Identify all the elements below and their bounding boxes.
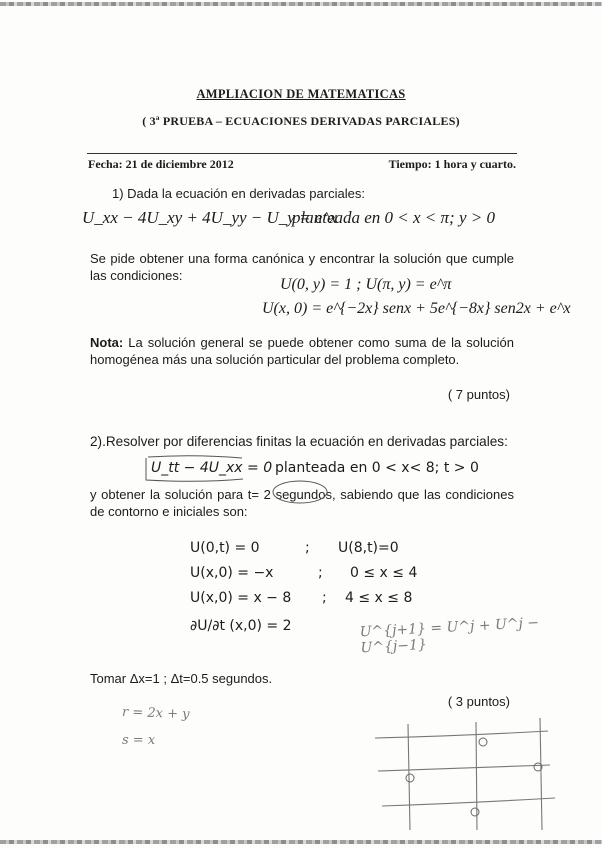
problem2-intro: 2).Resolver por diferencias finitas la ecuación en derivadas parciales:: [90, 434, 508, 449]
problem2-condition-1-left: U(0,t) = 0: [190, 540, 260, 556]
problem2-condition-4: ∂U/∂t (x,0) = 2: [190, 618, 292, 634]
problem1-domain: planteada en 0 < x < π; y > 0: [292, 208, 495, 227]
handwritten-r-definition: r = 2x + y: [121, 704, 190, 723]
handwritten-scheme: U^{j+1} = U^j + U^j − U^{j−1}: [359, 614, 540, 657]
equation-underline: [146, 456, 243, 482]
problem2-points: ( 3 puntos): [447, 694, 510, 709]
problem1-intro: 1) Dada la ecuación en derivadas parciales:: [112, 186, 365, 201]
note-text: La solución general se puede obtener como suma de la solución homogénea más una solución particular del problema completo.: [90, 335, 514, 367]
problem1-equation: U_xx − 4U_xy + 4U_yy − U_y = e^x: [82, 208, 338, 227]
problem2-condition-1-right: U(8,t)=0: [338, 540, 399, 556]
problem2-domain: planteada en 0 < x< 8; t > 0: [275, 460, 479, 476]
exam-title: AMPLIACION DE MATEMATICAS: [196, 87, 406, 101]
problem1-statement: Se pide obtener una forma canónica y encontrar la solución que cumple las condiciones:: [90, 251, 514, 283]
t-equals-2-circle: [273, 481, 327, 503]
problem1-condition-2: U(x, 0) = e^{−2x} senx + 5e^{−8x} sen2x + e^x: [262, 300, 571, 317]
exam-time: Tiempo: 1 hora y cuarto.: [388, 157, 516, 171]
problem2-condition-1-sep: ;: [305, 540, 310, 556]
exam-subtitle: ( 3ª PRUEBA – ECUACIONES DERIVADAS PARCIALES): [142, 114, 460, 128]
exam-date: Fecha: 21 de diciembre 2012: [88, 157, 234, 171]
problem2-condition-2-sep: ;: [318, 565, 323, 581]
problem2-condition-3-sep: ;: [322, 590, 327, 606]
problem1-points: ( 7 puntos): [447, 387, 510, 402]
finite-difference-grid: [375, 718, 555, 830]
problem2-statement: y obtener la solución para t= 2 segundos, sabiendo que las condiciones de contorno e iniciales son:: [90, 487, 514, 519]
problem1-condition-1: U(0, y) = 1 ; U(π, y) = e^π: [280, 276, 452, 293]
note-label: Nota:: [90, 335, 124, 350]
problem2-condition-3-left: U(x,0) = x − 8: [190, 590, 292, 606]
problem2-equation: U_tt − 4U_xx = 0: [151, 460, 273, 476]
problem2-condition-3-right: 4 ≤ x ≤ 8: [345, 590, 413, 606]
handwritten-s-definition: s = x: [122, 733, 156, 748]
problem2-take: Tomar Δx=1 ; Δt=0.5 segundos.: [90, 671, 273, 686]
problem2-condition-2-left: U(x,0) = −x: [190, 565, 274, 581]
problem2-condition-2-right: 0 ≤ x ≤ 4: [350, 565, 418, 581]
